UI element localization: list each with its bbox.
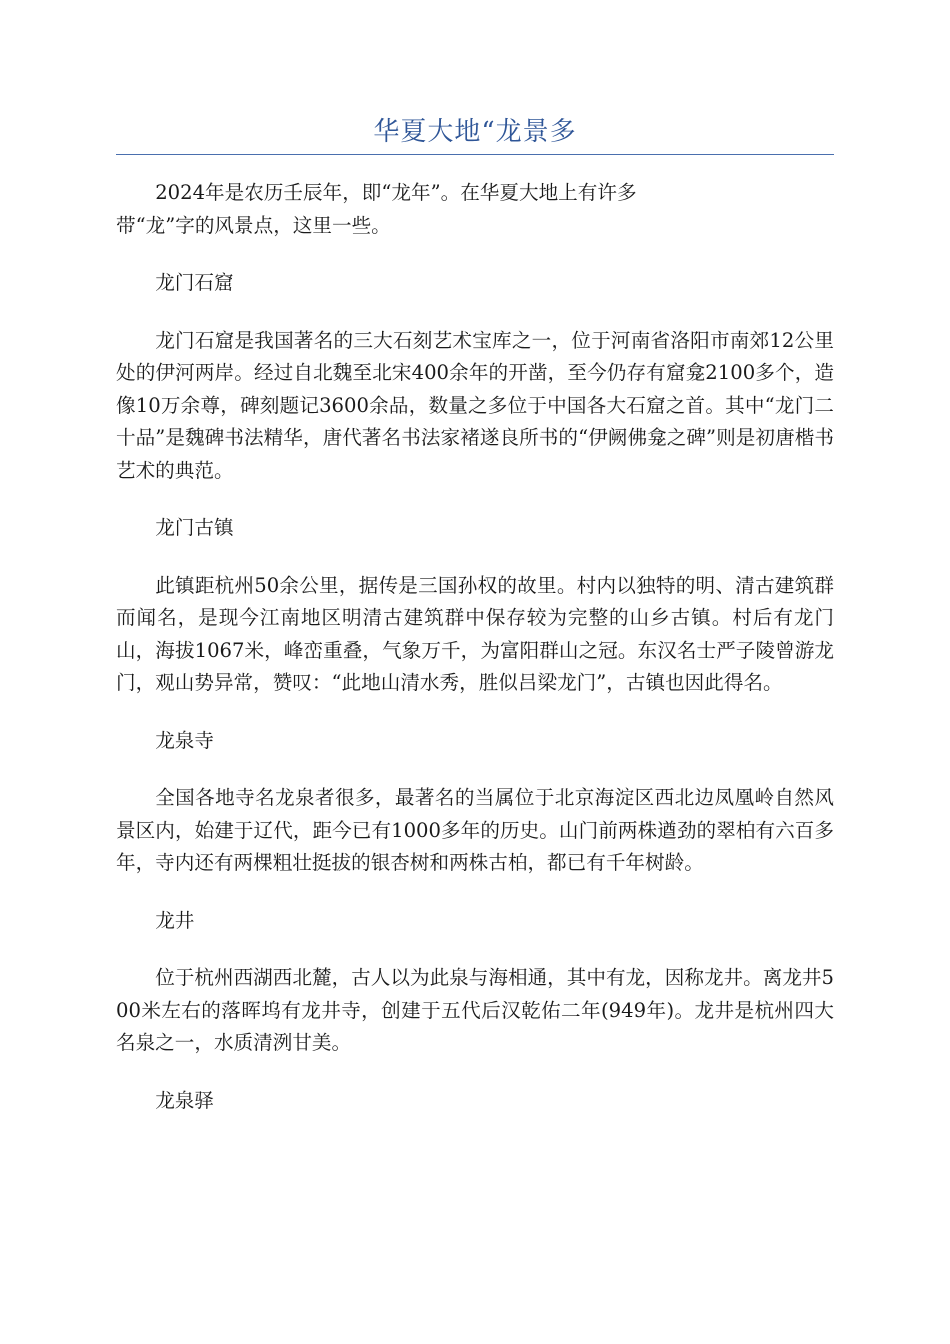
intro-line-2: 带“龙”字的风景点，这里一些。 xyxy=(116,213,391,237)
section-heading-longquan-temple: 龙泉寺 xyxy=(155,728,214,752)
section-heading-longmen-grottoes: 龙门石窟 xyxy=(155,271,234,294)
section-body-longjing: 位于杭州西湖西北麓，古人以为此泉与海相通，其中有龙，因称龙井。离龙井500米左右的落晖坞有龙井寺，创建于五代后汉乾佑二年(949年)。龙井是杭州四大名泉之一，水质清洌甘美。 xyxy=(116,966,834,1054)
section-heading-longquanyi: 龙泉驿 xyxy=(155,1088,214,1112)
title-underline xyxy=(116,154,834,155)
section-body-longmen-grottoes: 龙门石窟是我国著名的三大石刻艺术宝库之一，位于河南省洛阳市南郊12公里处的伊河两岸。经过自北魏至北宋400余年的开凿，至今仍存有窟龛2100多个，造像10万余尊，碑刻题记3600余品，数量之多位于中国各大石窟之首。其中“龙门二十品”是魏碑书法精华，唐代著名书法家褚遂良所书的“伊阙佛龛之碑”则是初唐楷书艺术的典范。 xyxy=(116,328,834,482)
section-heading-longmen-town: 龙门古镇 xyxy=(155,516,234,539)
section-heading-longjing: 龙井 xyxy=(155,908,195,932)
document-page xyxy=(116,112,834,1142)
document-title: 华夏大地“龙景多 xyxy=(373,117,577,147)
intro-line-1: 2024年是农历壬辰年，即“龙年”。在华夏大地上有许多 xyxy=(155,181,637,204)
section-body-longquan-temple: 全国各地寺名龙泉者很多，最著名的当属位于北京海淀区西北边凤凰岭自然风景区内，始建于辽代，距今已有1000多年的历史。山门前两株遒劲的翠柏有六百多年，寺内还有两棵粗壮挺拔的银杏树和两株古柏，都已有千年树龄。 xyxy=(116,786,834,874)
intro-paragraph xyxy=(116,177,834,242)
section-body-longmen-town: 此镇距杭州50余公里，据传是三国孙权的故里。村内以独特的明、清古建筑群而闻名，是现今江南地区明清古建筑群中保存较为完整的山乡古镇。村后有龙门山，海拔1067米，峰峦重叠，气象万千，为富阳群山之冠。东汉名士严子陵曾游龙门，观山势异常，赞叹：“此地山清水秀，胜似吕梁龙门”，古镇也因此得名。 xyxy=(116,573,834,694)
